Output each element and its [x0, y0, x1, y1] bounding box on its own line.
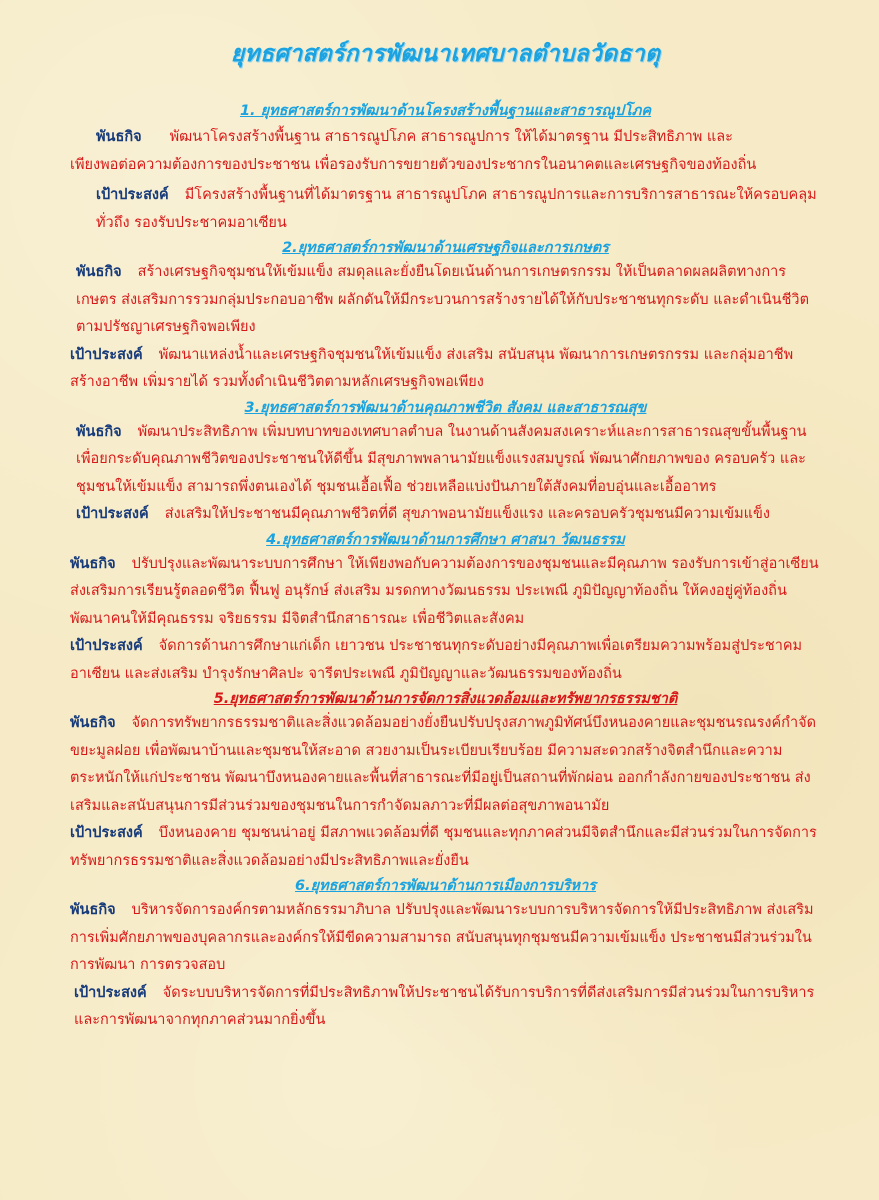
- goal-text: จัดระบบบริหารจัดการที่มีประสิทธิภาพให้ประชาชนได้รับการบริการที่ดีส่งเสริมการมีส่วนร่วมในการบริหาร และการพัฒนาจากทุกภาคส่วนมากยิ่งขึ้น: [74, 984, 815, 1028]
- mission-paragraph: [70, 419, 821, 502]
- goal-label: เป้าประสงค์: [74, 984, 147, 1001]
- goal-text: บึงหนองคาย ชุมชนน่าอยู่ มีสภาพแวดล้อมที่ดี ชุมชนและทุกภาคส่วนมีจิตสำนึกและมีส่วนร่วมในการจัดการทรัพยากรธรรมชาติและสิ่งแวดล้อมอย่างมีประสิทธิภาพและยั่งยืน: [70, 825, 817, 869]
- mission-paragraph: [70, 710, 821, 820]
- mission-label: พันธกิจ: [96, 129, 142, 145]
- mission-text: ปรับปรุงและพัฒนาระบบการศึกษา ให้เพียงพอกับความต้องการของชุมชนและมีคุณภาพ รองรับการเข้าสู่อาเซียน ส่งเสริมการเรียนรู้ตลอดชีวิต ฟื้นฟู อนุรักษ์ ส่งเสริม มรดกทางวัฒนธรรม ประเพณี ภูมิปัญญาท้องถิ่น ให้คงอยู่คู่ท้องถิ่น พัฒนาคนให้มีคุณธรรม จริยธรรม มีจิตสำนึกสาธารณะ เพื่อชีวิตและสังคม: [70, 555, 819, 627]
- mission-paragraph-continued: เพียงพอต่อความต้องการของประชาชน เพื่อรองรับการขยายตัวของประชากรในอนาคตและเศรษฐกิจของท้องถิ่น: [70, 156, 757, 173]
- goal-text: จัดการด้านการศึกษาแก่เด็ก เยาวชน ประชาชนทุกระดับอย่างมีคุณภาพเพื่อเตรียมความพร้อมสู่ประชาคมอาเซียน และส่งเสริม บำรุงรักษาศิลปะ จารีตประเพณี ภูมิปัญญาและวัฒนธรรมของท้องถิ่น: [70, 638, 803, 682]
- goal-text: ส่งเสริมให้ประชาชนมีคุณภาพชีวิตที่ดี สุขภาพอนามัยแข็งแรง และครอบครัวชุมชนมีความเข้มแข็ง: [164, 506, 770, 522]
- strategy-section-2: [70, 237, 821, 397]
- strategy-section-4: [70, 529, 821, 689]
- goal-paragraph: [70, 980, 821, 1035]
- mission-paragraph: [70, 259, 821, 342]
- goal-label: เป้าประสงค์: [70, 638, 143, 654]
- mission-label: พันธกิจ: [70, 902, 116, 918]
- mission-label: พันธกิจ: [70, 715, 116, 731]
- mission-text: จัดการทรัพยากรธรรมชาติและสิ่งแวดล้อมอย่างยั่งยืนปรับปรุงสภาพภูมิทัศน์บึงหนองคายและชุมชนรณรงค์กำจัดขยะมูลฝอย เพื่อพัฒนาบ้านและชุมชนให้สะอาด สวยงามเป็นระเบียบเรียบร้อย มีความสะดวกสร้างจิตสำนึกและความตระหนักให้แก่ประชาชน พัฒนาบึงหนองคายและพื้นที่สาธารณะที่มีอยู่เป็นสถานที่พักผ่อน ออกกำลังกายของประชาชน ส่งเสริมและสนับสนุนการมีส่วนร่วมของชุมชนในการกำจัดมลภาวะที่มีผลต่อสุขภาพอนามัย: [70, 715, 817, 814]
- strategy-section-3: [70, 397, 821, 529]
- section-heading: 5.ยุทธศาสตร์การพัฒนาด้านการจัดการสิ่งแวดล้อมและทรัพยากรธรรมชาติ: [213, 691, 678, 707]
- section-heading: 4.ยุทธศาสตร์การพัฒนาด้านการศึกษา ศาสนา วัฒนธรรม: [266, 531, 625, 548]
- goal-label: เป้าประสงค์: [70, 825, 143, 841]
- goal-label: เป้าประสงค์: [76, 506, 149, 522]
- goal-paragraph: [70, 501, 821, 529]
- mission-label: พันธกิจ: [76, 423, 122, 440]
- strategy-section-1: [70, 100, 821, 237]
- goal-paragraph: [70, 633, 821, 688]
- section-heading: 1. ยุทธศาสตร์การพัฒนาด้านโครงสร้างพื้นฐานและสาธารณูปโภค: [239, 103, 652, 119]
- strategy-section-6: [70, 875, 821, 1035]
- mission-label: พันธกิจ: [76, 264, 122, 280]
- strategy-section-5: [70, 688, 821, 875]
- goal-text: มีโครงสร้างพื้นฐานที่ได้มาตรฐาน สาธารณูปโภค สาธารณูปการและการบริการสาธารณะให้ครอบคลุมทั่วถึง รองรับประชาคมอาเซียน: [96, 187, 817, 231]
- section-heading: 6.ยุทธศาสตร์การพัฒนาด้านการเมืองการบริหาร: [295, 878, 596, 894]
- goal-paragraph: [70, 342, 821, 397]
- section-heading: 3.ยุทธศาสตร์การพัฒนาด้านคุณภาพชีวิต สังคม และสาธารณสุข: [244, 399, 647, 416]
- goal-text: พัฒนาแหล่งน้ำและเศรษฐกิจชุมชนให้เข้มแข็ง ส่งเสริม สนับสนุน พัฒนาการเกษตรกรรม และกลุ่มอาชีพ สร้างอาชีพ เพิ่มรายได้ รวมทั้งดำเนินชีวิตตามหลักเศรษฐกิจพอเพียง: [70, 346, 794, 390]
- mission-text: พัฒนาโครงสร้างพื้นฐาน สาธารณูปโภค สาธารณูปการ ให้ได้มาตรฐาน มีประสิทธิภาพ และ: [169, 129, 733, 145]
- mission-text: บริหารจัดการองค์กรตามหลักธรรมาภิบาล ปรับปรุงและพัฒนาระบบการบริหารจัดการให้มีประสิทธิภาพ ส่งเสริมการเพิ่มศักยภาพของบุคลากรและองค์กรให้มีขีดความสามารถ สนับสนุนทุกชุมชนมีความเข้มแข็ง ประชาชนมีส่วนร่วมในการพัฒนา การตรวจสอบ: [70, 902, 814, 973]
- mission-label: พันธกิจ: [70, 555, 116, 572]
- goal-paragraph: [70, 820, 821, 875]
- section-heading: 2.ยุทธศาสตร์การพัฒนาด้านเศรษฐกิจและการเกษตร: [282, 240, 609, 256]
- goal-paragraph: [70, 182, 821, 237]
- page-title: ยุทธศาสตร์การพัฒนาเทศบาลตำบลวัดธาตุ: [230, 41, 661, 67]
- mission-text: สร้างเศรษฐกิจชุมชนให้เข้มแข็ง สมดุลและยั่งยืนโดยเน้นด้านการเกษตรกรรม ให้เป็นตลาดผลผลิตทางการเกษตร ส่งเสริมการรวมกลุ่มประกอบอาชีพ ผลักดันให้มีกระบวนการสร้างรายได้ให้กับประชาชนทุกระดับ และดำเนินชีวิตตามปรัชญาเศรษฐกิจพอเพียง: [76, 264, 809, 335]
- mission-text: พัฒนาประสิทธิภาพ เพิ่มบทบาทของเทศบาลตำบล ในงานด้านสังคมสงเคราะห์และการสาธารณสุขขั้นพื้นฐาน เพื่อยกระดับคุณภาพชีวิตของประชาชนให้ดีขึ้น มีสุขภาพพลานามัยแข็งแรงสมบูรณ์ พัฒนาศักยภาพของ ครอบครัว และชุมชนให้เข้มแข็ง สามารถพึ่งตนเองได้ ชุมชนเอื้อเฟื้อ ช่วยเหลือแบ่งปันภายใต้สังคมที่อบอุ่นและเอื้ออาทร: [76, 423, 807, 495]
- mission-paragraph: [70, 551, 821, 634]
- goal-label: เป้าประสงค์: [70, 346, 143, 363]
- mission-paragraph: [70, 897, 821, 980]
- mission-paragraph: [70, 124, 821, 152]
- goal-label: เป้าประสงค์: [96, 187, 169, 203]
